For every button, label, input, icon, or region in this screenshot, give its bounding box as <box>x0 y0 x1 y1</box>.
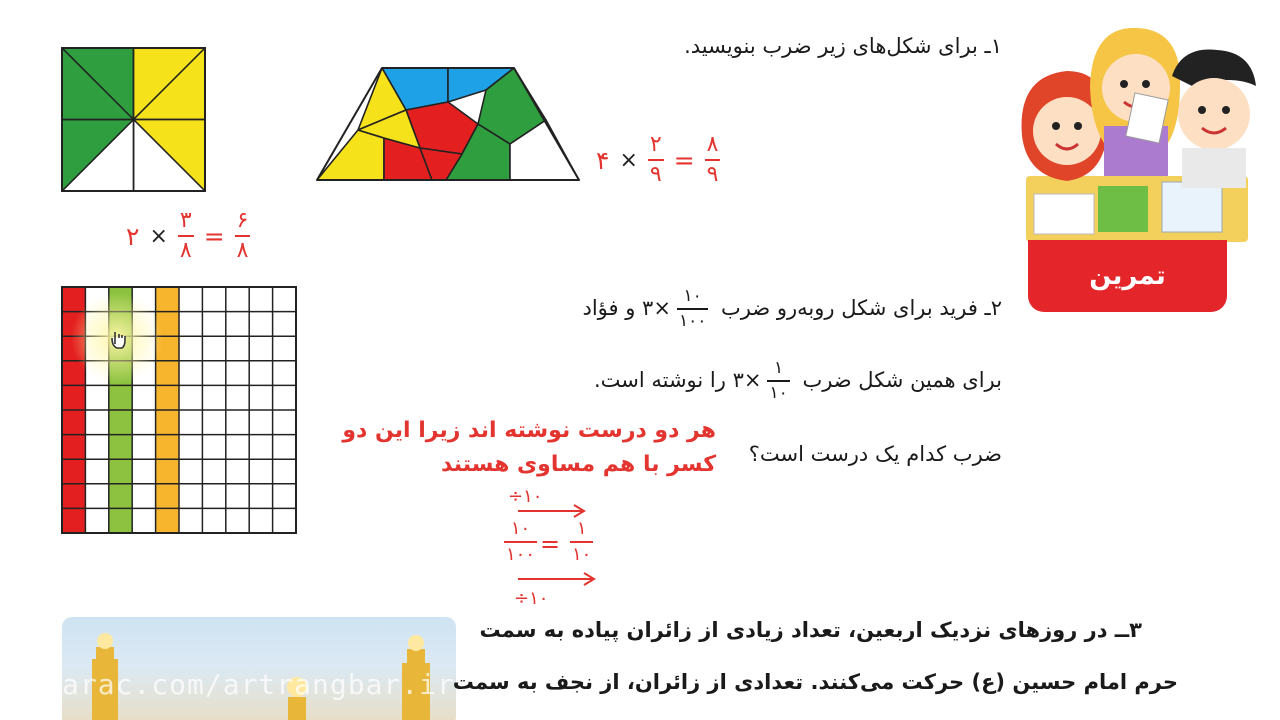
square-fraction-figure <box>61 47 206 192</box>
arrow-right-icon <box>516 572 598 586</box>
eq-equals: = <box>203 221 225 251</box>
frac-num: ۱ <box>774 358 784 378</box>
answer-line2: کسر با هم مساوی هستند <box>441 452 716 477</box>
exercise-badge <box>1028 240 1227 312</box>
frac-num: ۱۰ <box>683 286 702 306</box>
eq-frac-num: ۲ <box>649 132 662 157</box>
q2-line2-mult: ×۳ <box>732 368 762 392</box>
frac-den: ۱۰ <box>769 383 788 403</box>
q3-line2: حرم امام حسین (ع) حرکت می‌کنند. تعدادی از زائران، از نجف به سمت <box>452 670 1178 694</box>
q2-answer <box>316 414 716 482</box>
q2-line1-mult: ×۳ <box>642 296 671 320</box>
badge-label: تمرین <box>1089 261 1166 291</box>
q2-simplification <box>500 486 620 610</box>
eq-fraction <box>178 210 194 262</box>
eq-res-den: ۹ <box>706 162 719 187</box>
q2-line2-fraction <box>767 360 789 402</box>
eq-res-den: ۸ <box>236 238 249 263</box>
eq-equals: = <box>673 145 695 175</box>
eq-times: × <box>149 223 168 249</box>
children-reading-illustration <box>1012 26 1262 244</box>
watermark-text: arac.com/artrangbar.ir <box>62 668 455 701</box>
bottom-divisor: ÷۱۰ <box>514 588 549 609</box>
q2-line1-fraction <box>677 288 708 330</box>
top-divisor: ÷۱۰ <box>508 486 543 507</box>
simplify-equals: = <box>540 530 561 558</box>
eq-multiplier: ۲ <box>126 221 140 251</box>
q2-line1-text-a: ۲ـ فرید برای شکل روبه‌رو ضرب <box>721 296 1002 320</box>
frac-num: ۱ <box>576 518 587 539</box>
trapezoid-fraction-figure <box>314 66 582 184</box>
q3-line1: ۳ــ در روزهای نزدیک اربعین، تعداد زیادی از زائران پیاده به سمت <box>479 618 1142 642</box>
q1-trapezoid-equation <box>596 134 720 186</box>
arrow-right-icon <box>516 504 588 518</box>
frac-den: ۱۰۰ <box>678 311 707 331</box>
q2-line1-text-b: و فؤاد <box>582 296 636 320</box>
q1-instruction: ۱ـ برای شکل‌های زیر ضرب بنویسید. <box>684 34 1002 58</box>
q2-line2-text-a: برای همین شکل ضرب <box>802 368 1002 392</box>
eq-frac-den: ۹ <box>649 162 662 187</box>
simplify-result-fraction <box>570 520 593 564</box>
eq-res-num: ۸ <box>706 132 719 157</box>
frac-den: ۱۰۰ <box>506 544 536 565</box>
frac-den: ۱۰ <box>572 544 592 565</box>
answer-line1: هر دو درست نوشته اند زیرا این دو <box>342 418 716 443</box>
q2-line2 <box>594 360 1002 402</box>
eq-frac-den: ۸ <box>179 238 192 263</box>
eq-multiplier: ۴ <box>596 145 610 175</box>
eq-times: × <box>619 147 638 173</box>
eq-result-fraction <box>235 210 251 262</box>
eq-frac-num: ۳ <box>179 208 192 233</box>
frac-num: ۱۰ <box>510 518 531 539</box>
eq-res-num: ۶ <box>236 208 249 233</box>
eq-result-fraction <box>705 134 721 186</box>
eq-fraction <box>648 134 664 186</box>
q1-square-equation <box>126 210 250 262</box>
q2-line3: ضرب کدام یک درست است؟ <box>748 442 1002 466</box>
trap-piece-yellow-2 <box>317 130 384 180</box>
q2-line2-text-b: را نوشته است. <box>593 368 726 392</box>
hundred-grid-figure <box>61 286 297 534</box>
q2-line1 <box>582 288 1002 330</box>
simplify-fraction <box>504 520 537 564</box>
